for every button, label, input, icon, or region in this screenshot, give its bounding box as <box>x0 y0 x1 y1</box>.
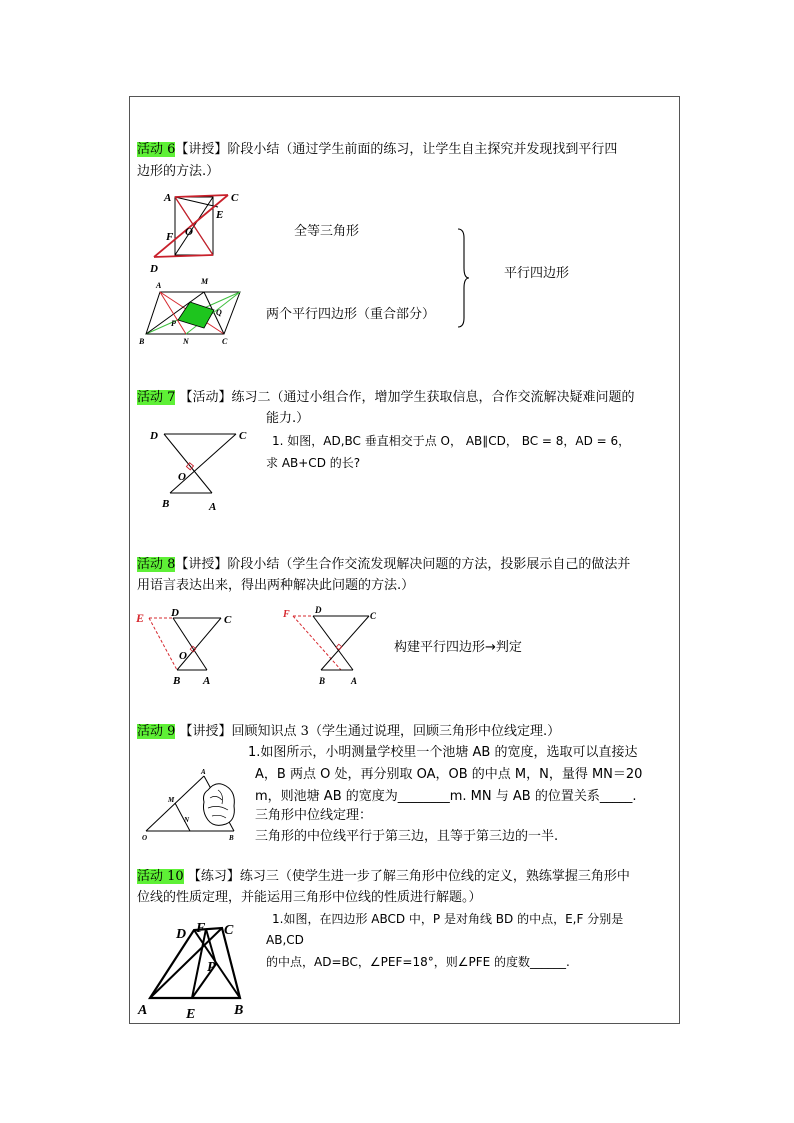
activity-10-question-2: AB,CD <box>266 933 304 947</box>
activity-7-line1 <box>137 387 635 409</box>
two-parallelograms-label: 两个平行四边形（重合部分） <box>266 307 436 322</box>
fig10-label-b: B <box>234 1003 244 1018</box>
theorem-text: 三角形的中位线平行于第三边，且等于第三边的一半. <box>255 829 559 844</box>
fig6a-label-f: F <box>166 231 174 243</box>
activity-10-question-1: 1.如图，在四边形 ABCD 中，P 是对角线 BD 的中点，E,F 分别是 <box>272 912 624 926</box>
activity-10-figure <box>136 914 256 1022</box>
fig10-label-f: F <box>196 921 206 936</box>
activity-6-line1 <box>137 139 617 161</box>
activity-6-figure-2 <box>138 274 248 346</box>
activity-8-text: 【讲授】阶段小结（学生合作交流发现解决问题的方法，投影展示自己的做法并 <box>175 557 631 572</box>
fig8a-label-o: O <box>179 650 187 662</box>
fig6a-label-o: O <box>185 226 193 238</box>
fig7-label-o: O <box>178 471 186 483</box>
fig8a-label-b: B <box>173 675 181 687</box>
activity-8-line1 <box>137 554 630 576</box>
fig6a-label-c: C <box>231 192 239 204</box>
fig8b-label-a: A <box>351 676 358 686</box>
fig6b-label-c: C <box>222 337 228 346</box>
activity-10-tag: 活动 10 <box>137 869 184 884</box>
fig8b-label-d: D <box>315 605 322 615</box>
fig10-label-p: P <box>207 960 216 975</box>
fig10-label-e: E <box>186 1007 196 1022</box>
fig10-label-a: A <box>138 1003 148 1018</box>
activity-7-question-cont: 求 AB+CD 的长? <box>266 456 361 470</box>
fig8b-label-b: B <box>319 676 326 686</box>
activity-10-text: 【练习】练习三（使学生进一步了解三角形中位线的定义，熟练掌握三角形中 <box>187 869 630 884</box>
activity-8-line2: 用语言表达出来，得出两种解决此问题的方法.） <box>137 578 415 593</box>
fig10-label-c: C <box>224 923 234 938</box>
activity-9-question-3: m，则池塘 AB 的宽度为________m. MN 与 AB 的位置关系_____. <box>255 789 637 804</box>
activity-7-tag: 活动 7 <box>137 390 176 405</box>
activity-9-figure <box>138 764 246 844</box>
fig8a-label-d: D <box>171 607 179 619</box>
fig6b-label-a: A <box>156 281 162 290</box>
activity-7-text: 【活动】练习二（通过小组合作，增加学生获取信息，合作交流解决疑难问题的 <box>179 390 635 405</box>
activity-6-tag: 活动 6 <box>137 142 176 157</box>
fig6b-label-n: N <box>183 337 189 346</box>
activity-9-text: 【讲授】回顾知识点 3（学生通过说理，回顾三角形中位线定理.） <box>179 724 561 739</box>
fig10-label-d: D <box>176 927 187 942</box>
construct-parallelogram-label: 构建平行四边形→判定 <box>394 640 522 655</box>
activity-10-line1 <box>137 866 630 888</box>
fig8a-label-a: A <box>203 675 211 687</box>
fig8b-label-c: C <box>370 611 377 621</box>
fig9-label-o: O <box>142 834 148 842</box>
fig6b-label-b: B <box>139 337 145 346</box>
activity-10-question-3: 的中点，AD=BC，∠PEF=18°，则∠PFE 的度数______. <box>266 955 570 969</box>
activity-9-tag: 活动 9 <box>137 724 176 739</box>
fig6a-label-a: A <box>164 192 172 204</box>
activity-6-line2: 边形的方法.） <box>137 164 220 179</box>
fig6b-label-m: M <box>201 277 209 286</box>
fig9-label-a: A <box>201 768 206 776</box>
fig6a-label-e: E <box>216 209 224 221</box>
fig7-label-b: B <box>162 498 170 510</box>
fig8a-label-c: C <box>224 614 232 626</box>
fig7-label-c: C <box>239 430 247 442</box>
activity-9-question-1: 1.如图所示，小明测量学校里一个池塘 AB 的宽度，选取可以直接达 <box>248 745 638 760</box>
parallelogram-label: 平行四边形 <box>504 266 570 281</box>
fig6a-label-d: D <box>150 263 158 275</box>
fig7-label-d: D <box>150 430 158 442</box>
fig9-label-b: B <box>229 834 234 842</box>
activity-9-line1 <box>137 721 560 743</box>
theorem-title: 三角形中位线定理： <box>255 808 373 823</box>
activity-10-line2: 位线的性质定理，并能运用三角形中位线的性质进行解题。） <box>137 890 482 905</box>
activity-6-text: 【讲授】阶段小结（通过学生前面的练习，让学生自主探究并发现找到平行四 <box>175 142 618 157</box>
fig6b-label-q: Q <box>216 308 222 317</box>
activity-8-figure-1 <box>133 604 243 690</box>
fig8a-label-e: E <box>136 611 145 625</box>
fig8b-label-f: F <box>283 609 290 620</box>
activity-8-tag: 活动 8 <box>137 557 176 572</box>
right-brace <box>456 228 470 328</box>
activity-8-figure-2 <box>281 603 391 689</box>
congruent-triangles-label: 全等三角形 <box>294 224 360 239</box>
activity-7-figure <box>140 424 270 516</box>
activity-9-question-2: A，B 两点 O 处，再分别取 OA，OB 的中点 M，N，量得 MN＝20 <box>255 767 643 782</box>
fig6b-label-p: P <box>171 319 176 328</box>
activity-7-question: 1. 如图，AD,BC 垂直相交于点 O， AB∥CD， BC = 8，AD = 6， <box>272 434 631 448</box>
activity-6-figure-1 <box>140 186 250 278</box>
fig9-label-n: N <box>184 816 190 824</box>
activity-7-line2: 能力.） <box>266 411 310 426</box>
fig7-label-a: A <box>209 501 217 513</box>
fig9-label-m: M <box>168 796 175 804</box>
